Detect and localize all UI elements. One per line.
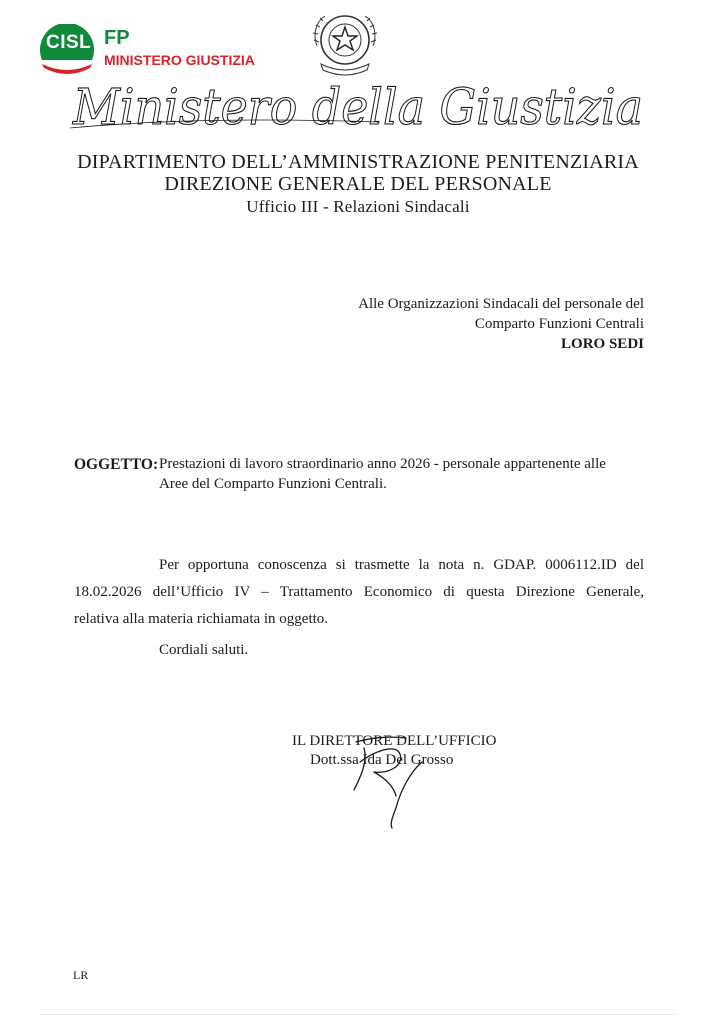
recipient-line-sedi: LORO SEDI (561, 336, 644, 352)
subject-text: Prestazioni di lavoro straordinario anno 2026 - personale appartenente alle (159, 456, 606, 472)
department-heading: DIPARTIMENTO DELL’AMMINISTRAZIONE PENITENZIARIA (77, 151, 639, 173)
body-paragraph-line: Per opportuna conoscenza si trasmette la nota n. GDAP. 0006112.ID del (159, 557, 644, 573)
office-heading: Ufficio III - Relazioni Sindacali (246, 197, 470, 216)
subject-text: Aree del Comparto Funzioni Centrali. (159, 476, 387, 492)
signer-name: Dott.ssa Ida Del Grosso (310, 752, 454, 768)
signer-title: IL DIRETTORE DELL’UFFICIO (292, 733, 497, 749)
body-paragraph-line: 18.02.2026 dell’Ufficio IV – Trattamento Economico di questa Direzione Generale, (74, 584, 644, 600)
handwritten-signature-icon (330, 722, 450, 832)
recipient-line: Alle Organizzazioni Sindacali del personale del (358, 296, 644, 312)
subject-label: OGGETTO: (74, 456, 159, 473)
logo-fp-text: FP (104, 27, 130, 49)
ministry-script-text: Ministero della Giustizia (72, 78, 644, 136)
logo-ministero-text: MINISTERO GIUSTIZIA (104, 52, 255, 68)
body-paragraph-line: relativa alla materia richiamata in oggetto. (74, 611, 329, 627)
logo-cisl-text: CISL (46, 32, 92, 53)
directorate-heading: DIREZIONE GENERALE DEL PERSONALE (164, 173, 552, 195)
recipient-line: Comparto Funzioni Centrali (474, 316, 644, 332)
footer-divider (40, 1014, 676, 1015)
document-initials: LR (73, 968, 89, 982)
closing-greeting: Cordiali saluti. (159, 642, 249, 658)
ministry-script-heading (0, 66, 716, 146)
